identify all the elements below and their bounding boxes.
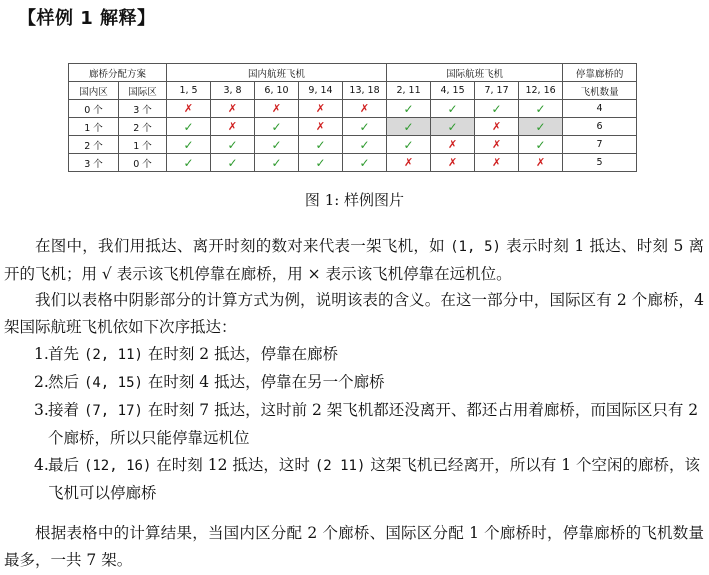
check-mark-cell: ✓ [299, 154, 343, 172]
code-pair: (1, 5) [450, 239, 501, 255]
header-international-flights: 国际航班飞机 [387, 64, 563, 82]
paragraph-notation [4, 233, 704, 288]
flight-header: 13, 18 [343, 82, 387, 100]
code-pair: (2, 11) [83, 347, 143, 363]
paragraph-conclusion: 根据表格中的计算结果，当国内区分配 2 个廊桥、国际区分配 1 个廊桥时，停靠廊桥的飞机数量最多，一共 7 架。 [4, 524, 704, 569]
check-mark-cell: ✓ [167, 154, 211, 172]
check-mark-cell: ✓ [387, 100, 431, 118]
table-row [69, 154, 637, 172]
header-domestic-flights: 国内航班飞机 [167, 64, 387, 82]
check-mark-cell: ✓ [343, 154, 387, 172]
allocation-table [68, 63, 637, 172]
list-number: 2. [34, 373, 49, 391]
text: 在图中，我们用抵达、离开时刻的数对来代表一架飞机，如 [35, 237, 451, 255]
text: 在时刻 12 抵达，这时 [151, 456, 315, 474]
code-pair: (2 11) [314, 458, 366, 474]
cross-mark-cell: ✗ [299, 118, 343, 136]
check-mark-cell: ✓ [299, 136, 343, 154]
check-mark-cell: ✓ [431, 100, 475, 118]
check-mark-cell: ✓ [343, 118, 387, 136]
text: 表示时刻 1 抵达、时刻 5 离开的飞机；用 √ 表示该飞机停靠在廊桥，用 × 表示该飞机停靠在远机位。 [4, 237, 705, 283]
check-mark-cell: ✓ [387, 118, 431, 136]
cross-mark-cell: ✗ [387, 154, 431, 172]
intl-bridges-cell: 0 个 [119, 154, 167, 172]
list-item [4, 452, 704, 507]
text: 在时刻 4 抵达，停靠在另一个廊桥 [142, 373, 385, 391]
cross-mark-cell: ✗ [299, 100, 343, 118]
cross-mark-cell: ✗ [211, 118, 255, 136]
list-number: 3. [34, 401, 49, 419]
intl-bridges-cell: 2 个 [119, 118, 167, 136]
check-mark-cell: ✓ [255, 136, 299, 154]
cross-mark-cell: ✗ [475, 118, 519, 136]
text: 然后 [48, 373, 84, 391]
check-mark-cell: ✓ [211, 136, 255, 154]
text: 接着 [48, 401, 84, 419]
steps-list [4, 341, 704, 507]
check-mark-cell: ✓ [167, 118, 211, 136]
header-count-line1: 停靠廊桥的 [563, 64, 637, 82]
flight-header: 7, 17 [475, 82, 519, 100]
section-heading: 【样例 1 解释】 [18, 8, 156, 29]
header-domestic-zone: 国内区 [69, 82, 119, 100]
figure-caption: 图 1: 样例图片 [304, 191, 405, 209]
check-mark-cell: ✓ [519, 118, 563, 136]
domestic-bridges-cell: 2 个 [69, 136, 119, 154]
flight-header: 4, 15 [431, 82, 475, 100]
count-cell: 5 [563, 154, 637, 172]
code-pair: (7, 17) [83, 403, 143, 419]
list-item [4, 341, 704, 369]
code-pair: (4, 15) [83, 375, 143, 391]
table-row [69, 118, 637, 136]
list-item [4, 369, 704, 397]
domestic-bridges-cell: 1 个 [69, 118, 119, 136]
cross-mark-cell: ✗ [343, 100, 387, 118]
domestic-bridges-cell: 0 个 [69, 100, 119, 118]
check-mark-cell: ✓ [387, 136, 431, 154]
text: 最后 [48, 456, 84, 474]
check-mark-cell: ✓ [343, 136, 387, 154]
check-mark-cell: ✓ [431, 118, 475, 136]
check-mark-cell: ✓ [519, 100, 563, 118]
cross-mark-cell: ✗ [167, 100, 211, 118]
flight-header: 9, 14 [299, 82, 343, 100]
flight-header: 12, 16 [519, 82, 563, 100]
cross-mark-cell: ✗ [519, 154, 563, 172]
check-mark-cell: ✓ [211, 154, 255, 172]
list-number: 1. [34, 345, 49, 363]
table-row [69, 100, 637, 118]
flight-header: 2, 11 [387, 82, 431, 100]
cross-mark-cell: ✗ [255, 100, 299, 118]
cross-mark-cell: ✗ [475, 154, 519, 172]
check-mark-cell: ✓ [519, 136, 563, 154]
list-item [4, 397, 704, 452]
table-row [69, 136, 637, 154]
count-cell: 4 [563, 100, 637, 118]
check-mark-cell: ✓ [255, 154, 299, 172]
header-intl-zone: 国际区 [119, 82, 167, 100]
cross-mark-cell: ✗ [475, 136, 519, 154]
cross-mark-cell: ✗ [431, 136, 475, 154]
code-pair: (12, 16) [83, 458, 152, 474]
text: 这架飞机已经离开，所以有 1 个空闲的廊桥，该飞机可以停廊桥 [48, 456, 701, 502]
count-cell: 6 [563, 118, 637, 136]
header-count-line2: 飞机数量 [563, 82, 637, 100]
paragraph-explanation: 我们以表格中阴影部分的计算方式为例，说明该表的含义。在这一部分中，国际区有 2 个廊桥，4 架国际航班飞机依如下次序抵达： [4, 291, 704, 336]
list-number: 4. [34, 456, 49, 474]
intl-bridges-cell: 1 个 [119, 136, 167, 154]
cross-mark-cell: ✗ [211, 100, 255, 118]
text: 在时刻 2 抵达，停靠在廊桥 [142, 345, 339, 363]
flight-header: 6, 10 [255, 82, 299, 100]
check-mark-cell: ✓ [167, 136, 211, 154]
header-scheme: 廊桥分配方案 [69, 64, 167, 82]
check-mark-cell: ✓ [255, 118, 299, 136]
flight-header: 1, 5 [167, 82, 211, 100]
check-mark-cell: ✓ [475, 100, 519, 118]
domestic-bridges-cell: 3 个 [69, 154, 119, 172]
intl-bridges-cell: 3 个 [119, 100, 167, 118]
text: 首先 [48, 345, 84, 363]
cross-mark-cell: ✗ [431, 154, 475, 172]
flight-header: 3, 8 [211, 82, 255, 100]
text: 在时刻 7 抵达，这时前 2 架飞机都还没离开、都还占用着廊桥，而国际区只有 2 个廊桥，所以只能停靠远机位 [48, 401, 699, 447]
count-cell: 7 [563, 136, 637, 154]
